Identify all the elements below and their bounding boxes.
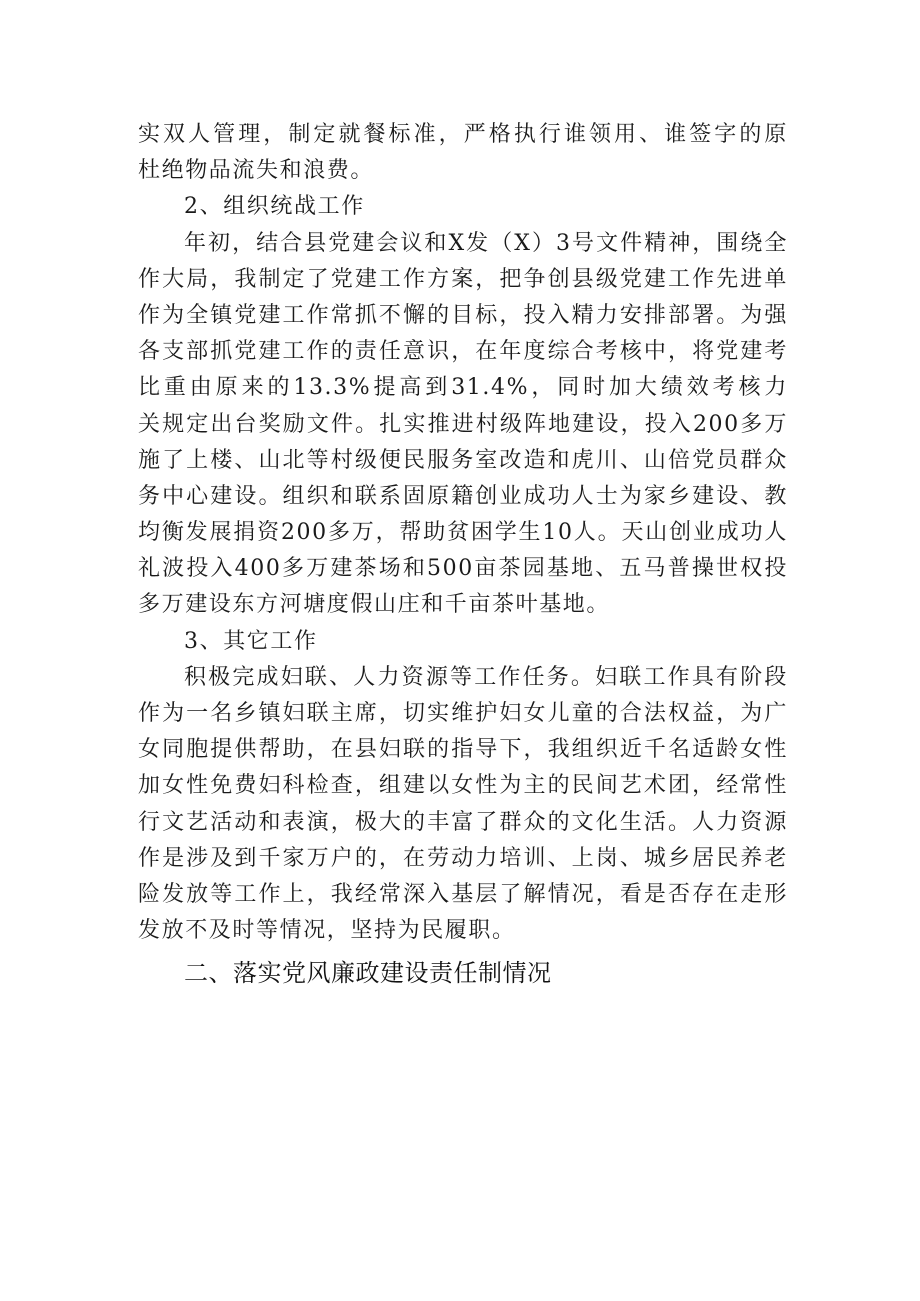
text-line: 作为全镇党建工作常抓不懈的目标，投入精力安排部署。为强 (138, 302, 788, 328)
section-heading: 二、落实党风廉政建设责任制情况 (184, 959, 552, 988)
text-line: 比重由原来的13.3%提高到31.4%，同时加大绩效考核力 (138, 375, 788, 401)
text-line: 2、组织统战工作 (184, 194, 365, 220)
text-line: 加女性免费妇科检查，组建以女性为主的民间艺术团，经常性 (138, 773, 788, 799)
text-line: 作是涉及到千家万户的，在劳动力培训、上岗、城乡居民养老 (138, 845, 788, 871)
text-line: 各支部抓党建工作的责任意识，在年度综合考核中，将党建考 (138, 339, 788, 365)
text-line: 务中心建设。组织和联系固原籍创业成功人士为家乡建设、教 (138, 483, 788, 509)
text-line: 女同胞提供帮助，在县妇联的指导下，我组织近千名适龄女性 (138, 737, 788, 763)
text-line: 均衡发展捐资200多万，帮助贫困学生10人。天山创业成功人 (138, 520, 788, 546)
text-line: 实双人管理，制定就餐标准，严格执行谁领用、谁签字的原 (138, 122, 788, 147)
text-line: 积极完成妇联、人力资源等工作任务。妇联工作具有阶段 (184, 664, 788, 690)
text-line: 险发放等工作上，我经常深入基层了解情况，看是否存在走形 (138, 881, 788, 907)
text-line: 发放不及时等情况，坚持为民履职。 (138, 918, 516, 944)
text-line: 作大局，我制定了党建工作方案，把争创县级党建工作先进单 (138, 266, 788, 292)
text-line: 关规定出台奖励文件。扎实推进村级阵地建设，投入200多万 (138, 411, 788, 437)
text-line: 作为一名乡镇妇联主席，切实维护妇女儿童的合法权益，为广 (138, 701, 788, 726)
text-line: 礼波投入400多万建茶场和500亩茶园基地、五马普操世权投 (138, 556, 788, 582)
text-line: 年初，结合县党建会议和X发（X）3号文件精神，围绕全 (184, 230, 788, 256)
text-line: 施了上楼、山北等村级便民服务室改造和虎川、山倍党员群众 (138, 447, 788, 473)
body-text (138, 117, 788, 949)
document-body (138, 117, 788, 993)
text-line: 多万建设东方河塘度假山庄和千亩茶叶基地。 (138, 592, 611, 618)
text-line: 行文艺活动和表演，极大的丰富了群众的文化生活。人力资源 (138, 809, 788, 835)
text-line: 杜绝物品流失和浪费。 (138, 158, 375, 184)
text-line: 3、其它工作 (184, 628, 318, 654)
